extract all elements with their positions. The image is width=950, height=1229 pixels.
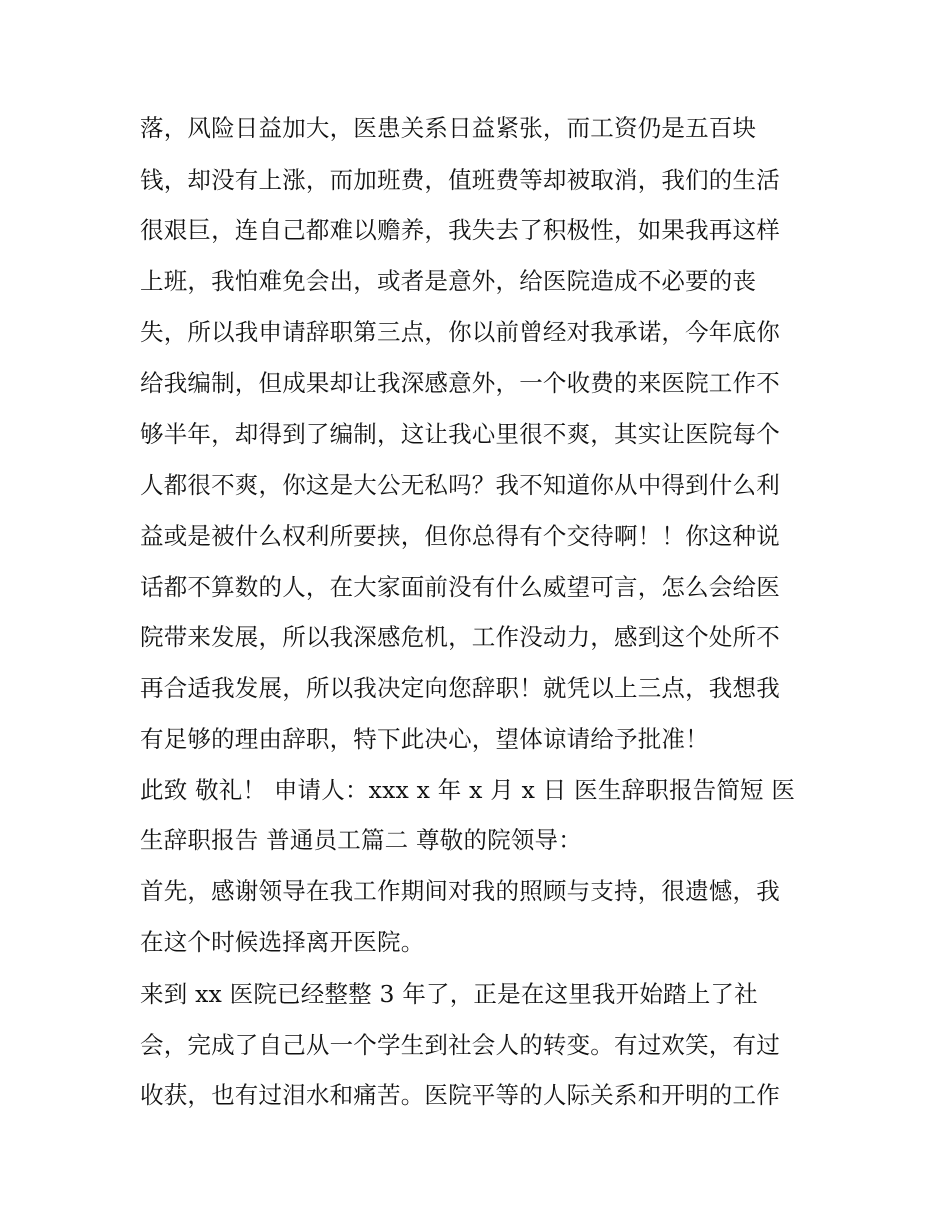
text-line: 人都很不爽，你这是大公无私吗？我不知道你从中得到什么利 [140,471,780,499]
text-line: 此致 敬礼！ 申请人：xxx x 年 x 月 x 日 医生辞职报告简短 医 [140,776,796,804]
text-line: 会，完成了自己从一个学生到社会人的转变。有过欢笑，有过 [140,1031,780,1059]
text-line: 院带来发展，所以我深感危机，工作没动力，感到这个处所不 [140,623,780,651]
text-line: 够半年，却得到了编制，这让我心里很不爽，其实让医院每个 [140,420,780,448]
text-line: 很艰巨，连自己都难以赡养，我失去了积极性，如果我再这样 [140,216,780,244]
text-line: 来到 xx 医院已经整整 3 年了，正是在这里我开始踏上了社 [140,980,758,1008]
text-line: 给我编制，但成果却让我深感意外，一个收费的来医院工作不 [140,369,780,397]
text-line: 再合适我发展，所以我决定向您辞职！就凭以上三点，我想我 [140,674,780,702]
text-line: 上班，我怕难免会出，或者是意外，给医院造成不必要的丧 [140,267,757,295]
text-line: 失，所以我申请辞职第三点，你以前曾经对我承诺，今年底你 [140,318,780,346]
text-line: 收获，也有过泪水和痛苦。医院平等的人际关系和开明的工作 [140,1081,780,1109]
text-line: 益或是被什么权利所要挟，但你总得有个交待啊！！你这种说 [140,522,780,550]
text-line: 落，风险日益加大，医患关系日益紧张，而工资仍是五百块 [140,114,757,142]
text-line: 生辞职报告 普通员工篇二 尊敬的院领导： [140,826,582,854]
text-line: 首先，感谢领导在我工作期间对我的照顾与支持，很遗憾，我 [140,877,780,905]
text-line: 话都不算数的人，在大家面前没有什么威望可言，怎么会给医 [140,573,780,601]
text-line: 有足够的理由辞职，特下此决心，望体谅请给予批准！ [140,725,709,753]
text-line: 在这个时候选择离开医院。 [140,928,425,956]
text-line: 钱，却没有上涨，而加班费，值班费等却被取消，我们的生活 [140,166,780,194]
